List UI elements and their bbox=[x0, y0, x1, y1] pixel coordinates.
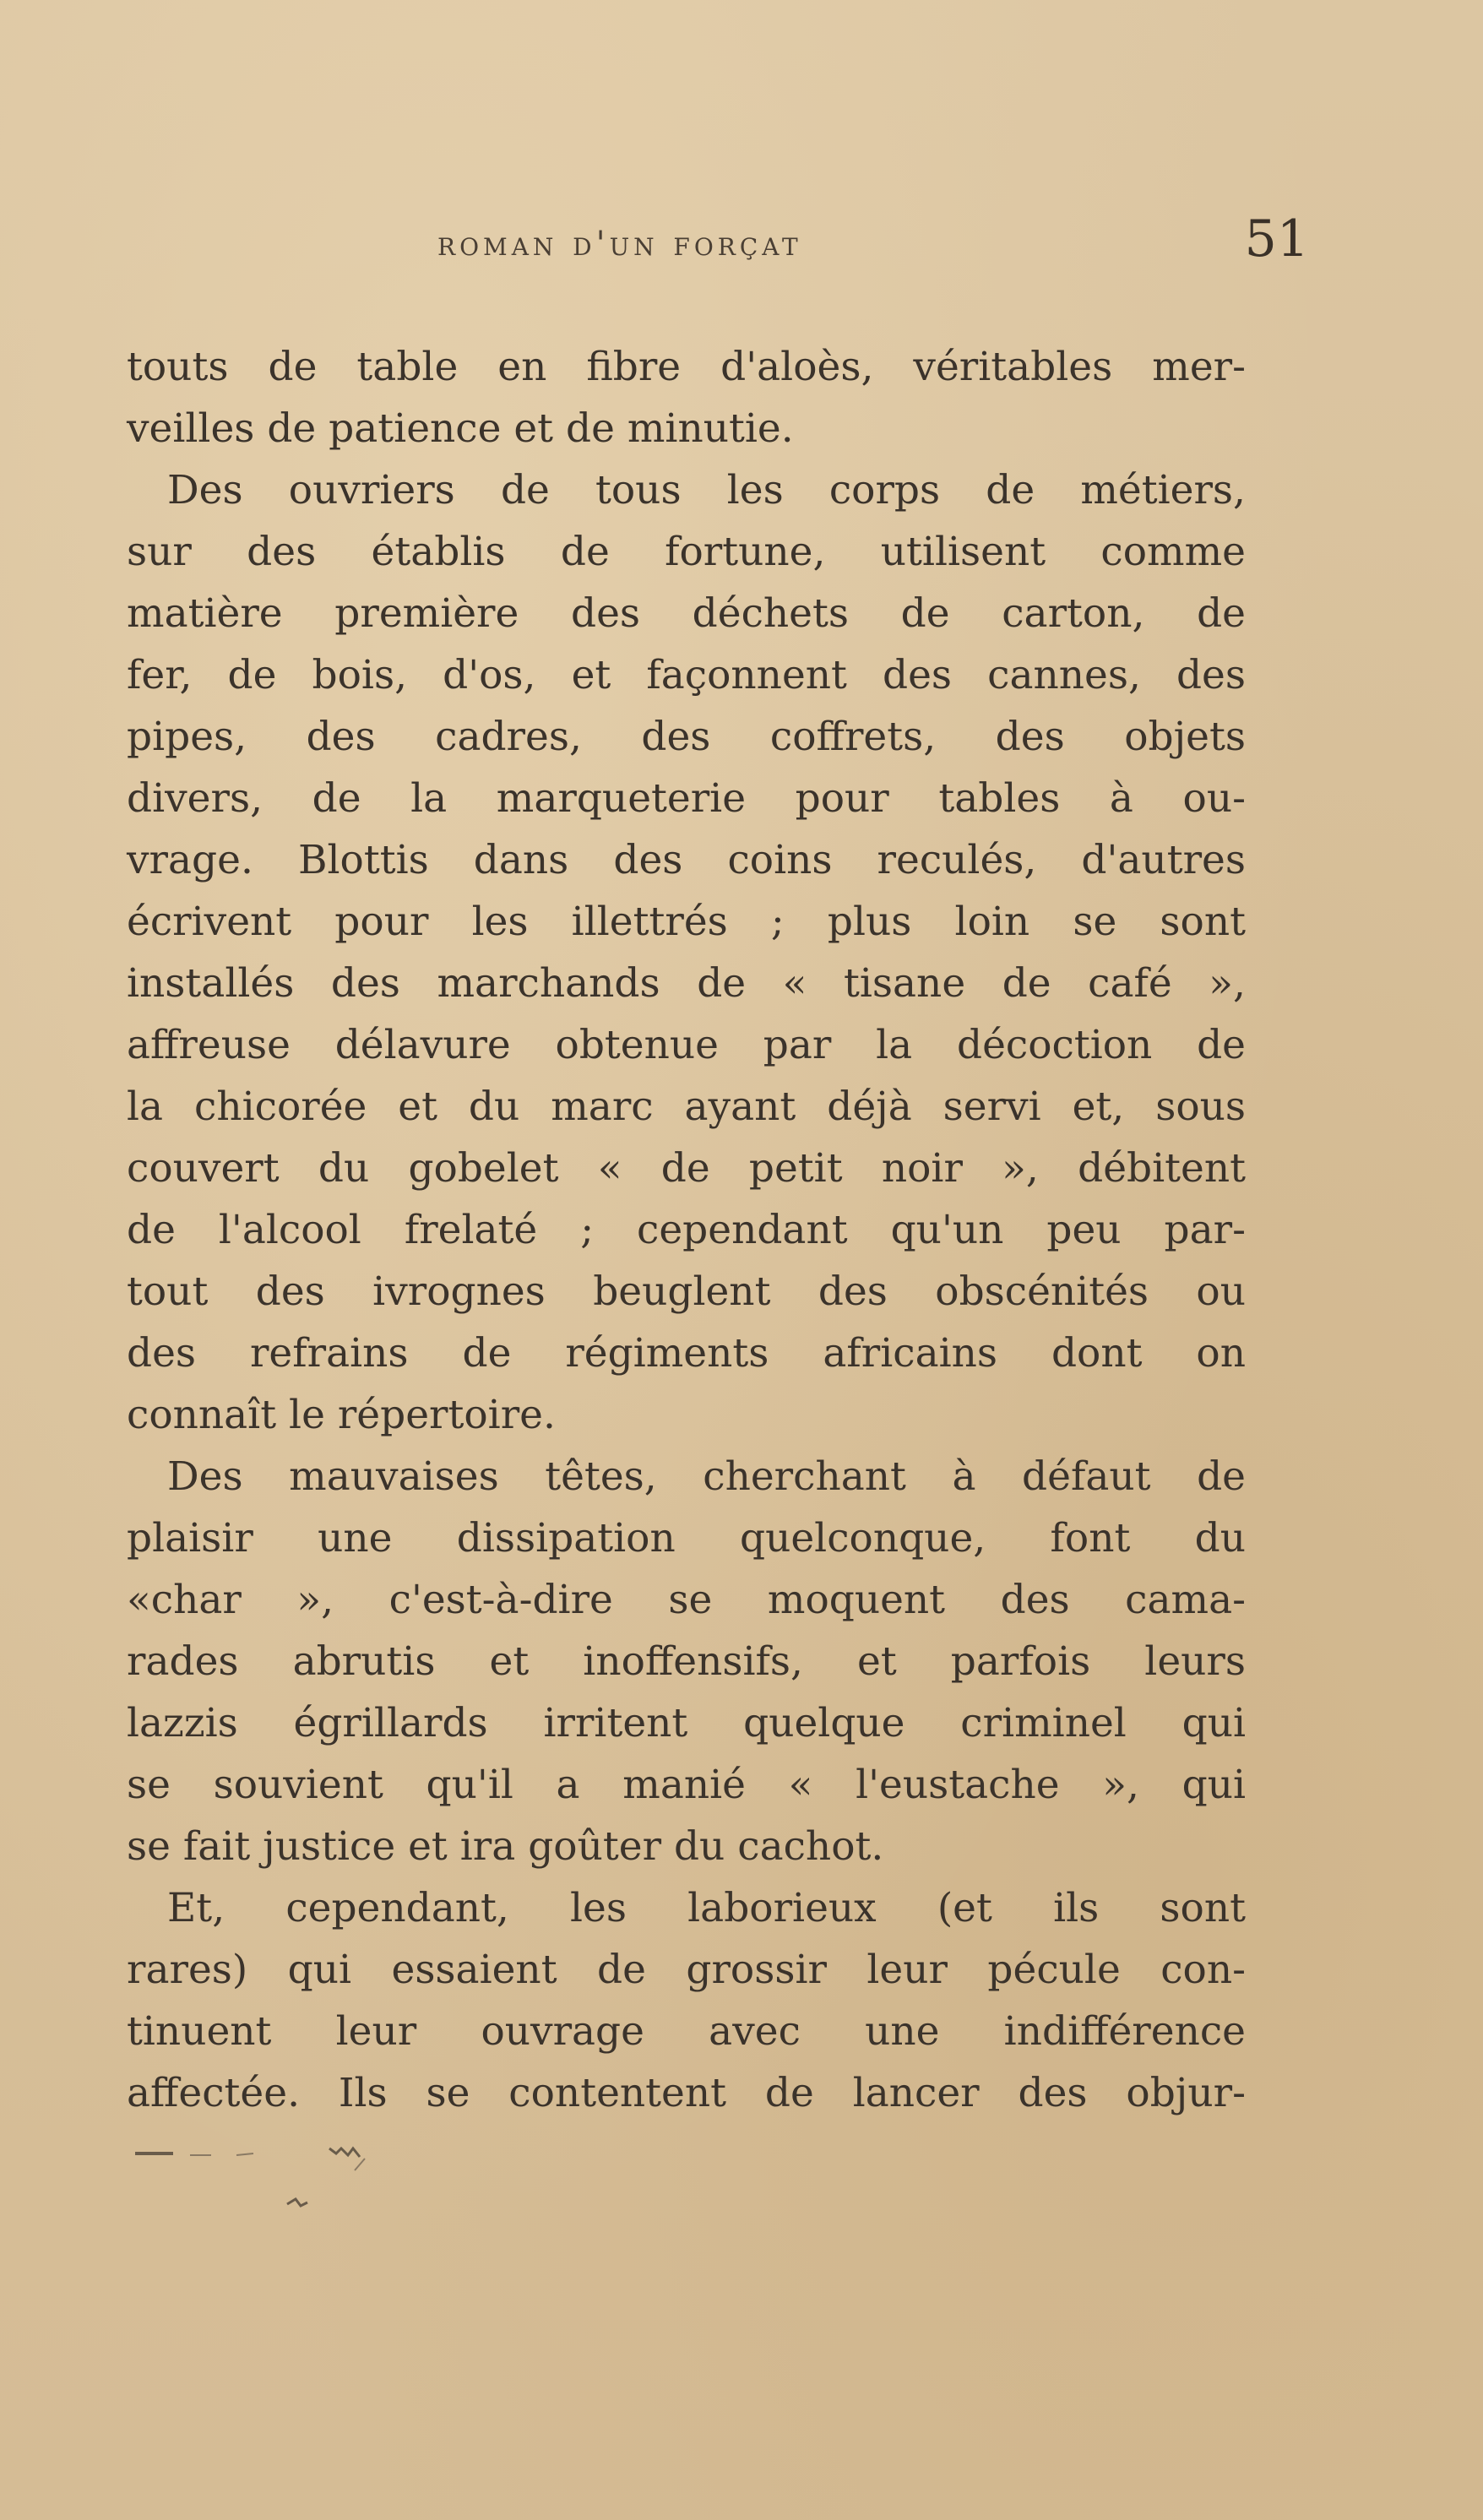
body-text bbox=[127, 336, 1246, 2124]
text-line: rares) qui essaient de grossir leur pécule con- bbox=[127, 1947, 1246, 1993]
text-line: la chicorée et du marc ayant déjà servi et, sous bbox=[127, 1083, 1246, 1130]
text-line: vrage. Blottis dans des coins reculés, d'autres bbox=[127, 837, 1246, 883]
page-number: 51 bbox=[1244, 209, 1309, 269]
text-line: se fait justice et ira goûter du cachot. bbox=[127, 1823, 884, 1870]
text-line: installés des marchands de « tisane de café », bbox=[127, 960, 1246, 1007]
text-line: fer, de bois, d'os, et façonnent des cannes, des bbox=[127, 652, 1246, 698]
text-line: se souvient qu'il a manié « l'eustache », qui bbox=[127, 1762, 1246, 1808]
text-line: rades abrutis et inoffensifs, et parfois leurs bbox=[127, 1638, 1246, 1685]
text-line: de l'alcool frelaté ; cependant qu'un peu par- bbox=[127, 1207, 1246, 1253]
text-line: «char », c'est-à-dire se moquent des cama- bbox=[127, 1577, 1246, 1623]
text-line: divers, de la marqueterie pour tables à ou- bbox=[127, 775, 1246, 822]
text-line: touts de table en fibre d'aloès, véritables mer- bbox=[127, 344, 1246, 390]
text-line: matière première des déchets de carton, de bbox=[127, 590, 1246, 637]
text-line: lazzis égrillards irritent quelque criminel qui bbox=[127, 1700, 1246, 1746]
text-line: tout des ivrognes beuglent des obscénités ou bbox=[127, 1268, 1246, 1315]
print-smudge bbox=[127, 2137, 633, 2238]
running-head: roman d'un forçat bbox=[437, 225, 802, 263]
text-line: affectée. Ils se contentent de lancer des objur- bbox=[127, 2070, 1246, 2116]
text-line: des refrains de régiments africains dont on bbox=[127, 1330, 1246, 1377]
text-line: Des mauvaises têtes, cherchant à défaut de bbox=[167, 1453, 1246, 1500]
text-line: Et, cependant, les laborieux (et ils sont bbox=[167, 1885, 1246, 1931]
text-line: plaisir une dissipation quelconque, font du bbox=[127, 1515, 1246, 1561]
text-line: couvert du gobelet « de petit noir », débitent bbox=[127, 1145, 1246, 1192]
text-line: sur des établis de fortune, utilisent comme bbox=[127, 529, 1246, 575]
page-header bbox=[127, 209, 1309, 277]
text-line: pipes, des cadres, des coffrets, des objets bbox=[127, 714, 1246, 760]
text-line: connaît le répertoire. bbox=[127, 1392, 556, 1438]
text-line: affreuse délavure obtenue par la décoction de bbox=[127, 1022, 1246, 1068]
text-line: écrivent pour les illettrés ; plus loin se sont bbox=[127, 899, 1246, 945]
text-line: veilles de patience et de minutie. bbox=[127, 405, 794, 452]
text-line: Des ouvriers de tous les corps de métiers, bbox=[167, 467, 1246, 513]
text-line: tinuent leur ouvrage avec une indifférence bbox=[127, 2008, 1246, 2055]
smudge-marks-icon bbox=[127, 2137, 633, 2238]
